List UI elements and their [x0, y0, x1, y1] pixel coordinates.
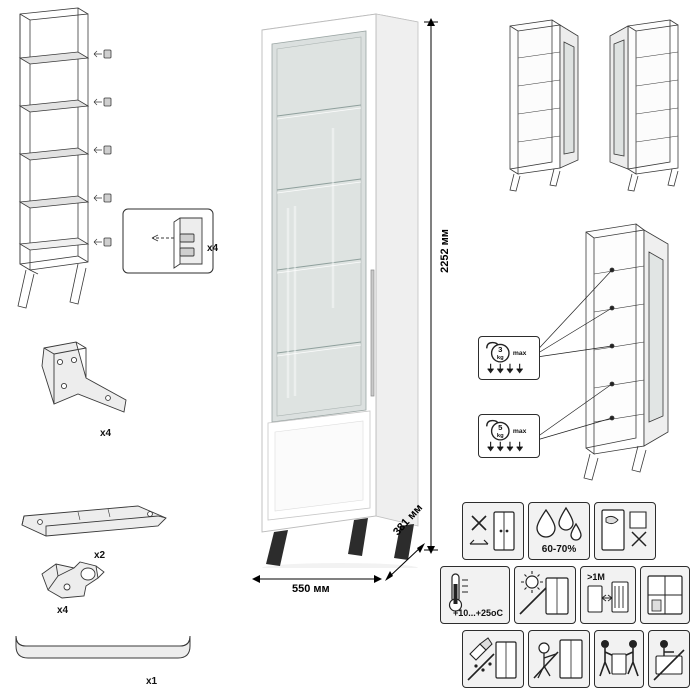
- icon-no-liquids: [462, 630, 524, 688]
- width-dimension-label: 550 мм: [292, 583, 330, 595]
- load-badge-5kg: [478, 414, 540, 458]
- part-handle: [10, 624, 200, 680]
- shelf-pin-qty-label: x4: [207, 243, 219, 254]
- svg-text:kg: kg: [496, 432, 504, 439]
- icon-distance-from-heater: [580, 566, 636, 624]
- part-corner-bracket: [30, 338, 140, 428]
- svg-text:60-70%: 60-70%: [541, 544, 577, 555]
- svg-text:+10...+25оC: +10...+25оC: [452, 608, 504, 618]
- icon-no-sitting: [648, 630, 690, 688]
- handle-qty-label: x1: [146, 676, 158, 687]
- load-badge-3kg: [478, 336, 540, 380]
- svg-text:>1М: >1М: [587, 572, 605, 582]
- cabinet-open-right-hinge-view: [598, 14, 688, 194]
- part-flat-bar-brace: [18, 498, 168, 548]
- icon-two-person-lift: [594, 630, 644, 688]
- corner-bracket-qty-label: x4: [100, 428, 112, 439]
- svg-text:3: 3: [498, 345, 503, 355]
- icon-temperature: [440, 566, 510, 624]
- main-cabinet-render: [248, 8, 428, 568]
- depth-dimension-label: 381 мм: [391, 501, 426, 539]
- part-hinge: [34, 556, 120, 608]
- shelf-pin-detail-callout: [122, 208, 214, 274]
- icon-no-direct-sunlight: [514, 566, 576, 624]
- flat-bar-qty-label: x2: [94, 550, 106, 561]
- height-dimension-label: 2252 мм: [439, 229, 451, 273]
- icon-no-window-placement: [640, 566, 690, 624]
- svg-text:max: max: [512, 428, 527, 436]
- icon-cleaning-cloth: [594, 502, 656, 560]
- height-dimension-line: [424, 16, 438, 556]
- icon-no-hanging: [528, 630, 590, 688]
- icon-no-sharp-object: [462, 502, 524, 560]
- svg-text:kg: kg: [496, 354, 504, 361]
- depth-dimension-line: [384, 540, 428, 584]
- exploded-cabinet-left: [8, 6, 123, 316]
- icon-humidity: [528, 502, 590, 560]
- svg-text:max: max: [512, 350, 527, 358]
- svg-text:5: 5: [498, 423, 503, 433]
- hinge-qty-label: x4: [57, 605, 69, 616]
- cabinet-open-left-hinge-view: [500, 14, 590, 194]
